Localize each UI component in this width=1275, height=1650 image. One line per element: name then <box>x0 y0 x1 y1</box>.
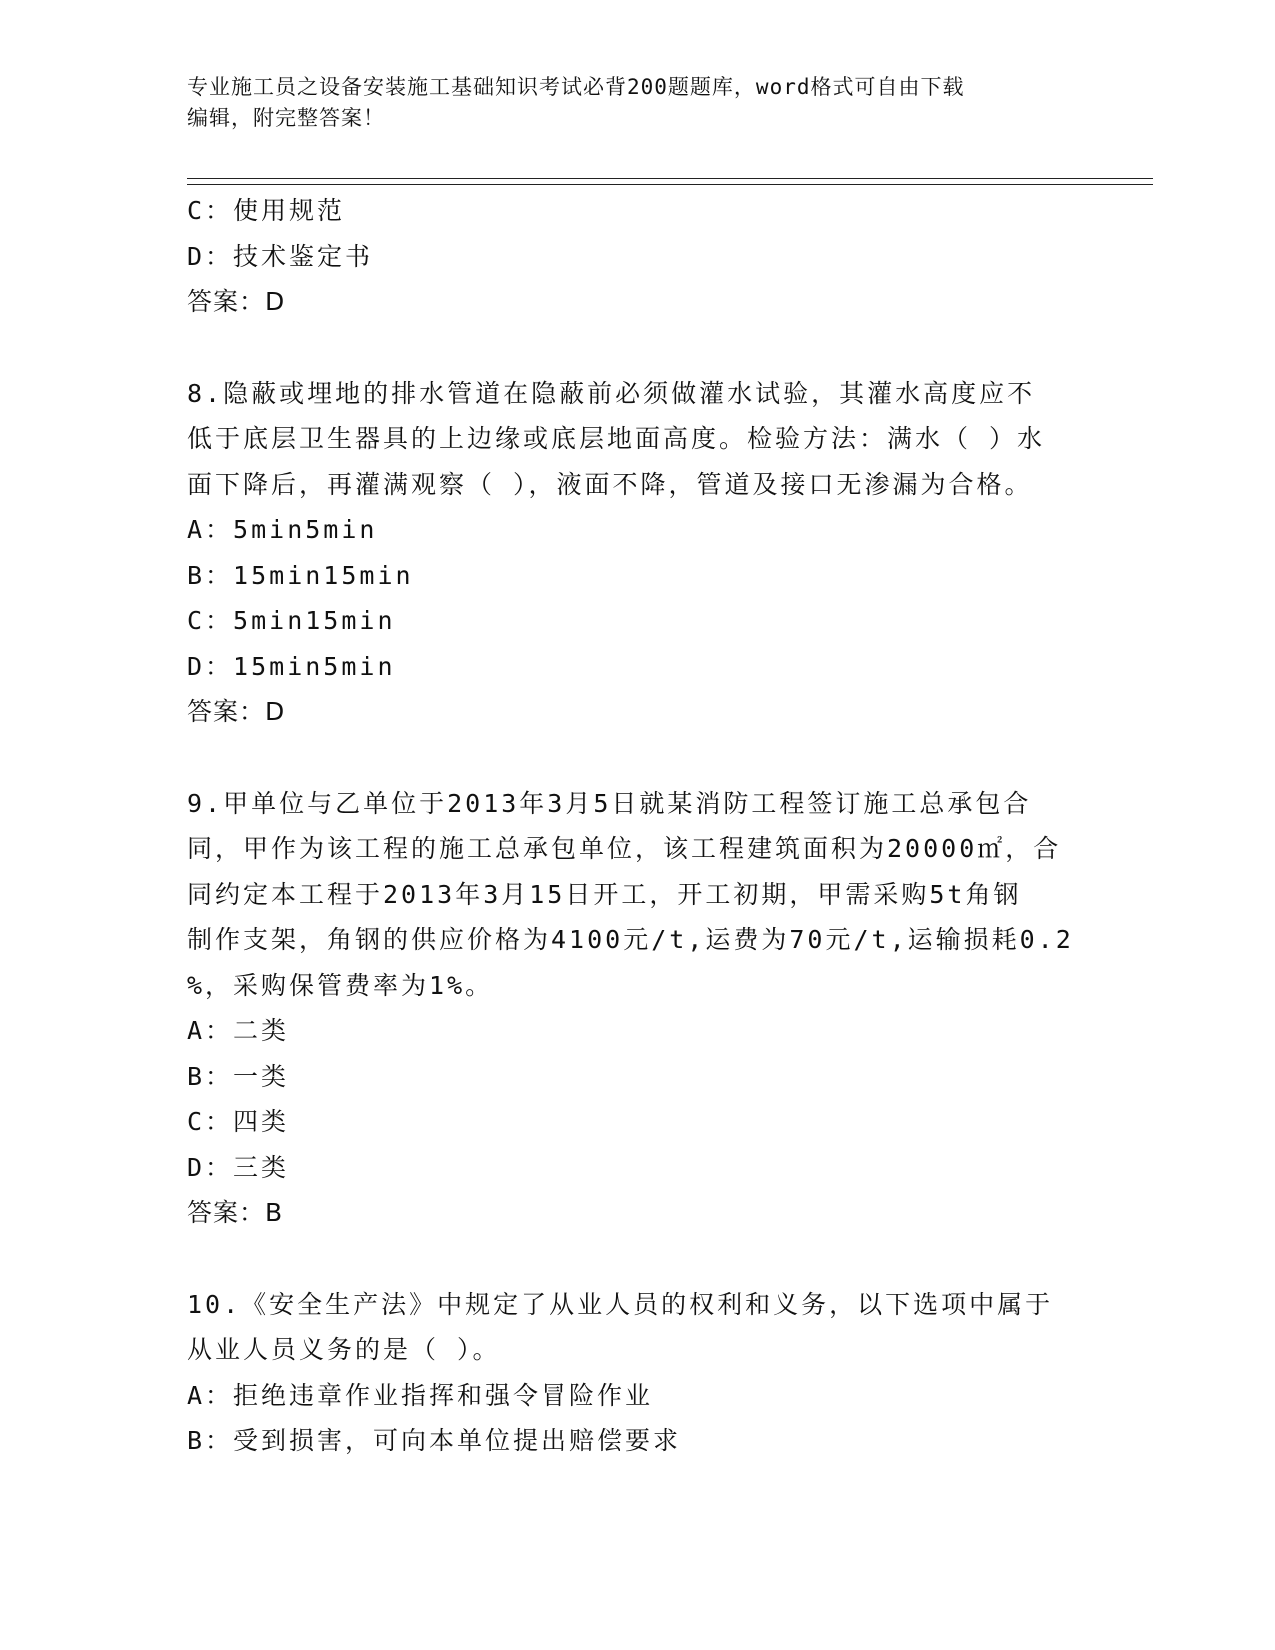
header-title-line-1: 专业施工员之设备安装施工基础知识考试必背200题题库，word格式可自由下载 <box>187 75 965 99</box>
option-d: D：技术鉴定书 <box>187 241 374 271</box>
answer-line: 答案：D <box>187 287 286 316</box>
question-text-line: 从业人员义务的是（ ）。 <box>187 1335 501 1364</box>
option-c: C：四类 <box>187 1107 290 1136</box>
header-title-line-2: 编辑，附完整答案！ <box>187 106 385 130</box>
header-divider-top <box>187 178 1153 179</box>
question-7-continuation <box>187 188 1087 325</box>
header-divider-bottom <box>187 184 1153 185</box>
question-text-line: 同约定本工程于2013年3月15日开工，开工初期，甲需采购5t角钢 <box>187 879 1022 909</box>
option-b: B：受到损害，可向本单位提出赔偿要求 <box>187 1426 682 1455</box>
option-c: C：使用规范 <box>187 196 346 225</box>
question-text-line: 9.甲单位与乙单位于2013年3月5日就某消防工程签订施工总承包合 <box>187 788 1032 818</box>
answer-line: 答案：D <box>187 697 286 726</box>
question-text-line: 低于底层卫生器具的上边缘或底层地面高度。检验方法：满水（ ）水 <box>187 424 1046 453</box>
question-text-line: 面下降后，再灌满观察（ ），液面不降，管道及接口无渗漏为合格。 <box>187 469 1033 499</box>
answer-line: 答案：B <box>187 1198 284 1227</box>
question-8 <box>187 371 1087 735</box>
page-header <box>187 72 1067 134</box>
option-b: B：一类 <box>187 1061 290 1091</box>
spacer <box>187 1236 1087 1282</box>
option-c: C：5min15min <box>187 606 396 635</box>
option-a: A：二类 <box>187 1016 290 1045</box>
spacer <box>187 325 1087 371</box>
option-b: B：15min15min <box>187 560 414 590</box>
question-text-line: 10.《安全生产法》中规定了从业人员的权利和义务，以下选项中属于 <box>187 1289 1054 1319</box>
question-10 <box>187 1282 1087 1464</box>
option-a: A：5min5min <box>187 515 378 544</box>
question-9 <box>187 781 1087 1236</box>
question-text-line: 制作支架，角钢的供应价格为4100元/t,运费为70元/t,运输损耗0.2 <box>187 925 1074 954</box>
question-list <box>187 188 1087 1464</box>
option-d: D：15min5min <box>187 651 396 681</box>
spacer <box>187 735 1087 781</box>
question-text-line: 8.隐蔽或埋地的排水管道在隐蔽前必须做灌水试验，其灌水高度应不 <box>187 378 1036 408</box>
question-text-line: %，采购保管费率为1%。 <box>187 970 494 1000</box>
question-text-line: 同，甲作为该工程的施工总承包单位，该工程建筑面积为20000㎡，合 <box>187 834 1062 863</box>
option-a: A：拒绝违章作业指挥和强令冒险作业 <box>187 1380 654 1410</box>
option-d: D：三类 <box>187 1152 290 1182</box>
